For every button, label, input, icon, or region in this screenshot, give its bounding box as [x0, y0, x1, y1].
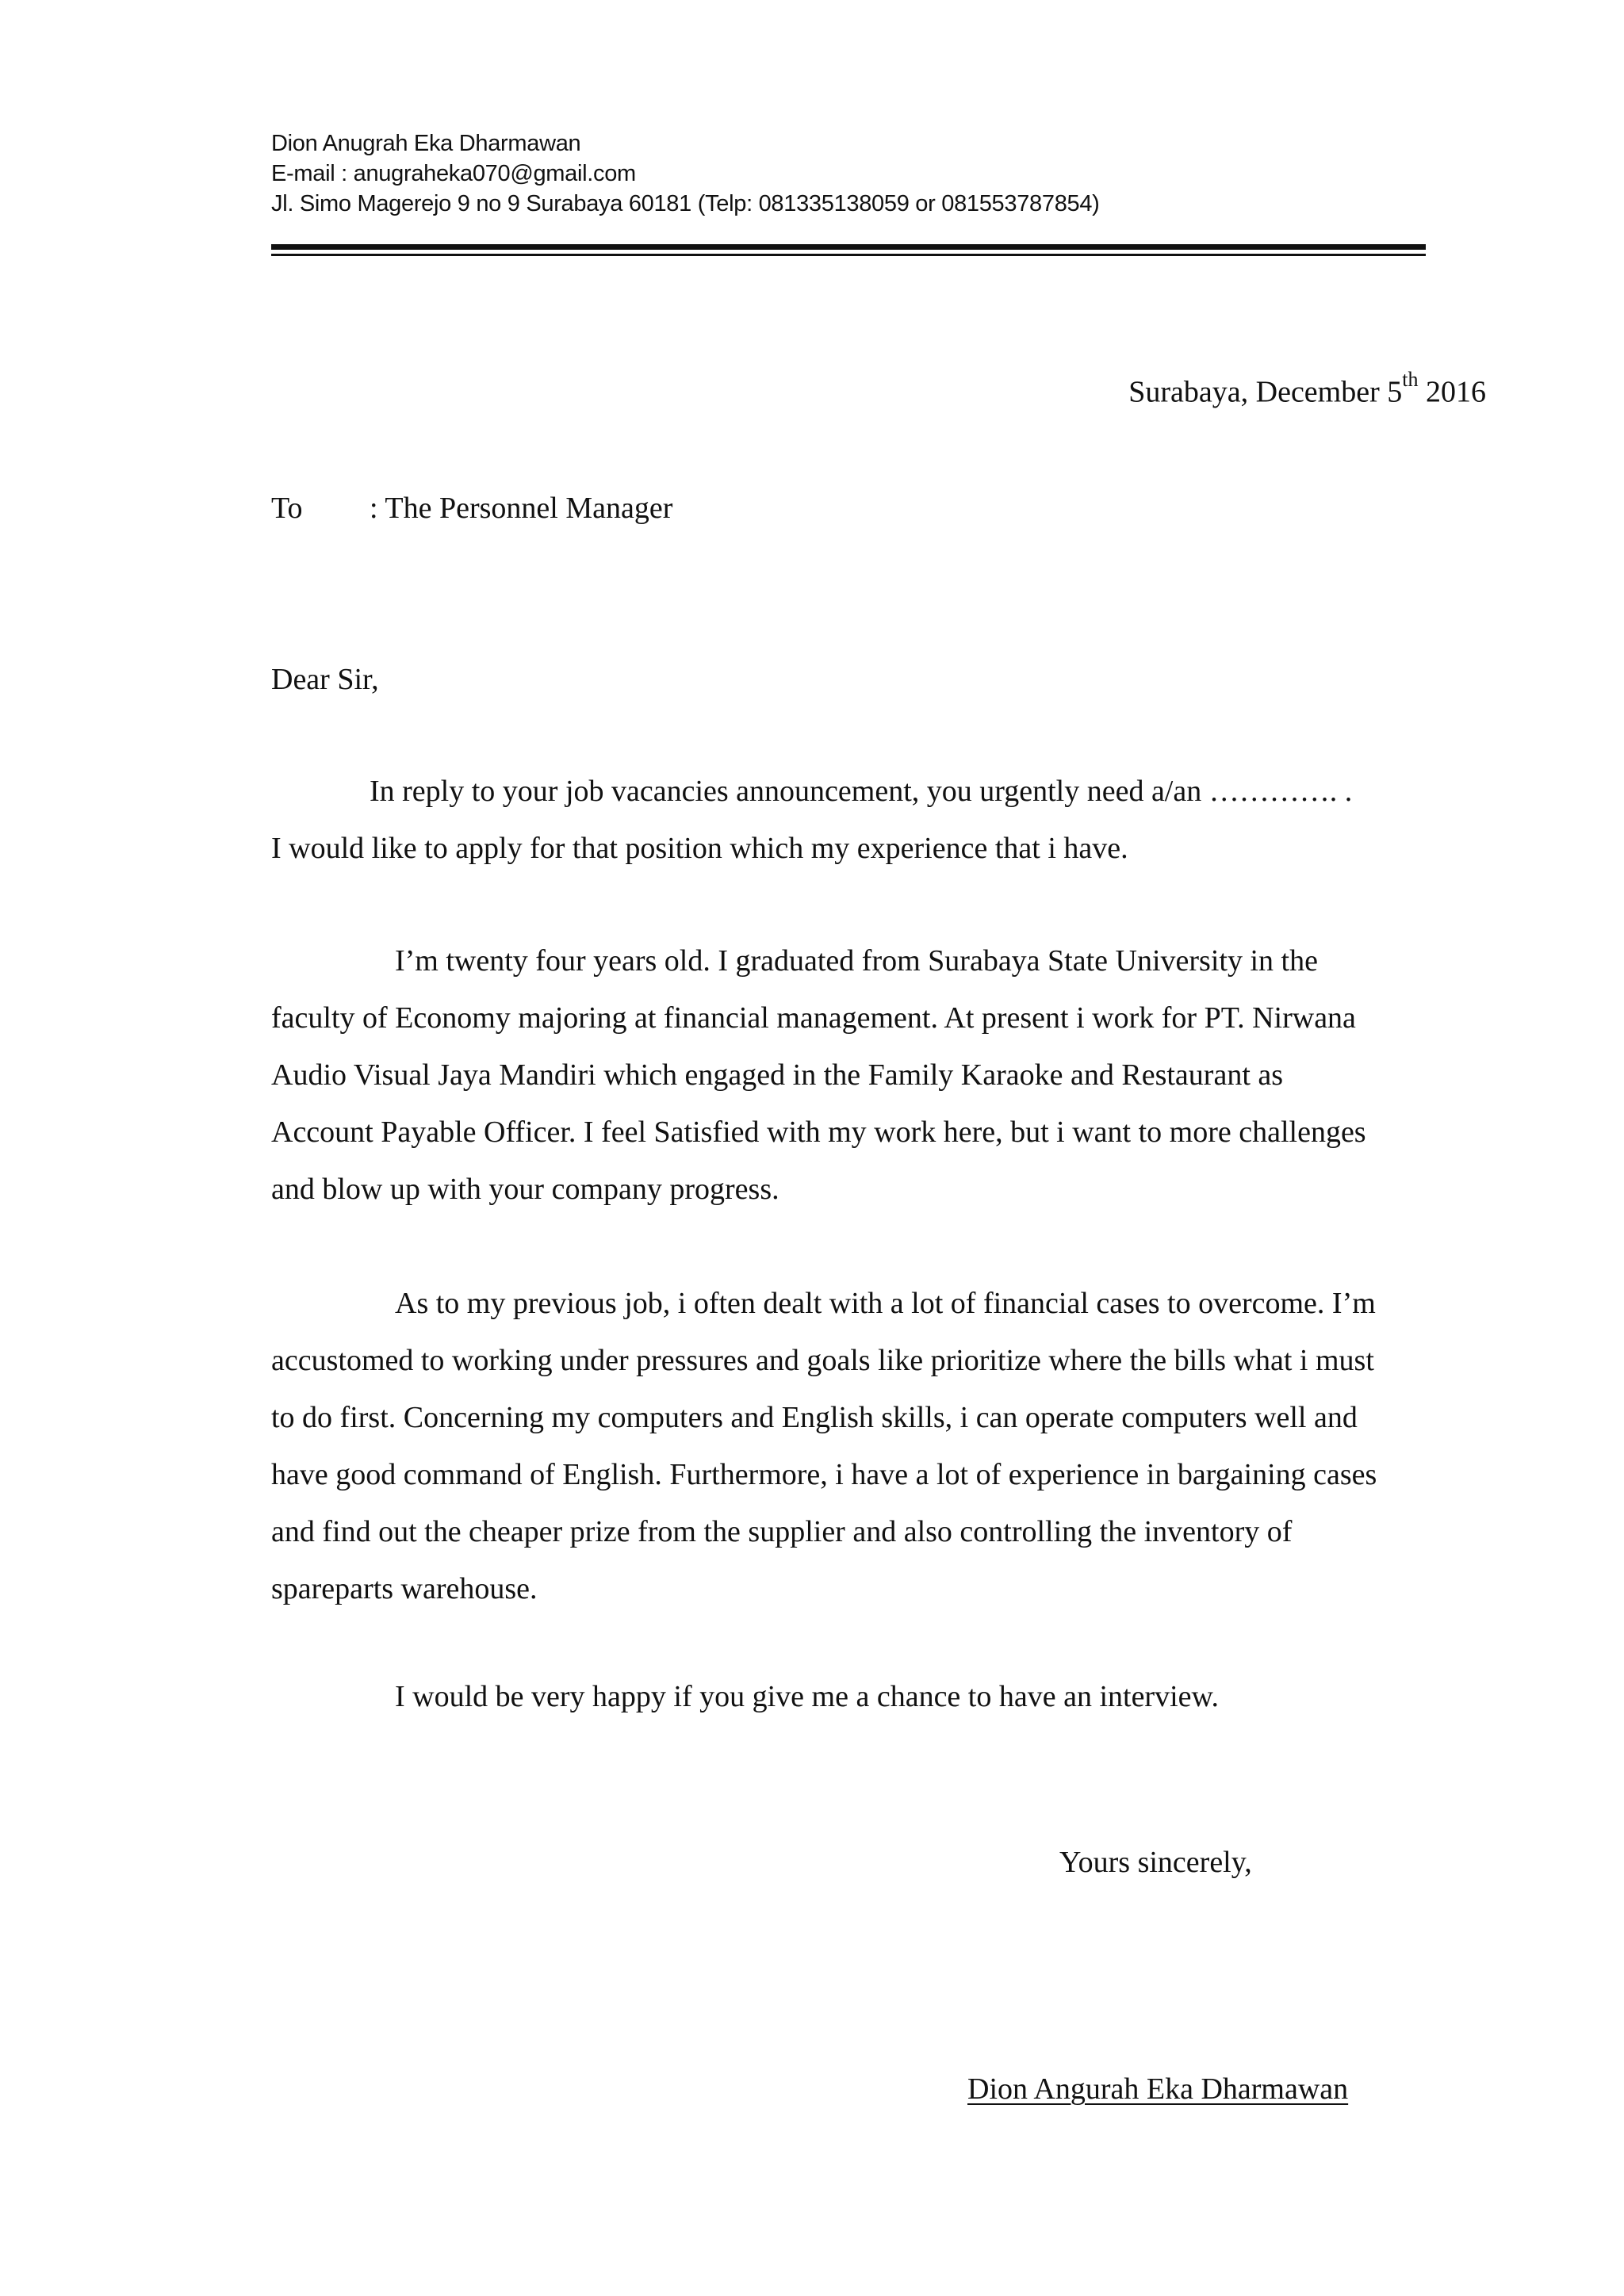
recipient-label: To	[271, 492, 303, 525]
paragraph-line: Audio Visual Jaya Mandiri which engaged in the Family Karaoke and Restaurant as	[271, 1058, 1284, 1092]
paragraph-line: I would like to apply for that position which my experience that i have.	[271, 832, 1128, 865]
paragraph-line: have good command of English. Furthermore, i have a lot of experience in bargaining cases	[271, 1458, 1377, 1491]
paragraph-line: Account Payable Officer. I feel Satisfied with my work here, but i want to more challenges	[271, 1115, 1366, 1149]
body-paragraph-1	[271, 763, 1484, 877]
closing: Yours sincerely,	[1059, 1846, 1252, 1879]
sender-email: E-mail : anugraheka070@gmail.com	[271, 161, 636, 186]
paragraph-line: I’m twenty four years old. I graduated from Surabaya State University in the	[395, 944, 1318, 978]
salutation: Dear Sir,	[271, 663, 379, 696]
letter-date	[1128, 369, 1486, 408]
sender-address: Jl. Simo Magerejo 9 no 9 Surabaya 60181 (Telp: 081335138059 or 081553787854)	[271, 191, 1100, 216]
sender-name: Dion Anugrah Eka Dharmawan	[271, 131, 581, 156]
paragraph-line: and find out the cheaper prize from the supplier and also controlling the inventory of	[271, 1515, 1293, 1548]
body-paragraph-2	[271, 932, 1484, 1218]
date-prefix: Surabaya, December 5	[1128, 375, 1403, 409]
date-year: 2016	[1418, 375, 1486, 409]
paragraph-line: As to my previous job, i often dealt with a lot of financial cases to overcome. I’m	[395, 1287, 1376, 1320]
body-paragraph-4	[271, 1668, 1484, 1725]
paragraph-line: I would be very happy if you give me a chance to have an interview.	[395, 1680, 1219, 1713]
paragraph-line: faculty of Economy majoring at financial management. At present i work for PT. Nirwana	[271, 1001, 1356, 1035]
paragraph-line: and blow up with your company progress.	[271, 1173, 779, 1206]
header-divider-thin	[271, 254, 1426, 256]
paragraph-line: In reply to your job vacancies announcement, you urgently need a/an …………. .	[370, 775, 1353, 808]
body-paragraph-3	[271, 1275, 1484, 1617]
paragraph-line: spareparts warehouse.	[271, 1572, 538, 1605]
paragraph-line: to do first. Concerning my computers and English skills, i can operate computers well and	[271, 1401, 1358, 1434]
letterhead	[271, 128, 1100, 219]
signature-name: Dion Angurah Eka Dharmawan	[967, 2072, 1349, 2106]
date-ordinal-suffix: th	[1402, 368, 1419, 391]
recipient-value: : The Personnel Manager	[370, 492, 673, 525]
header-divider-thick	[271, 244, 1426, 250]
paragraph-line: accustomed to working under pressures and goals like prioritize where the bills what i must	[271, 1344, 1374, 1377]
